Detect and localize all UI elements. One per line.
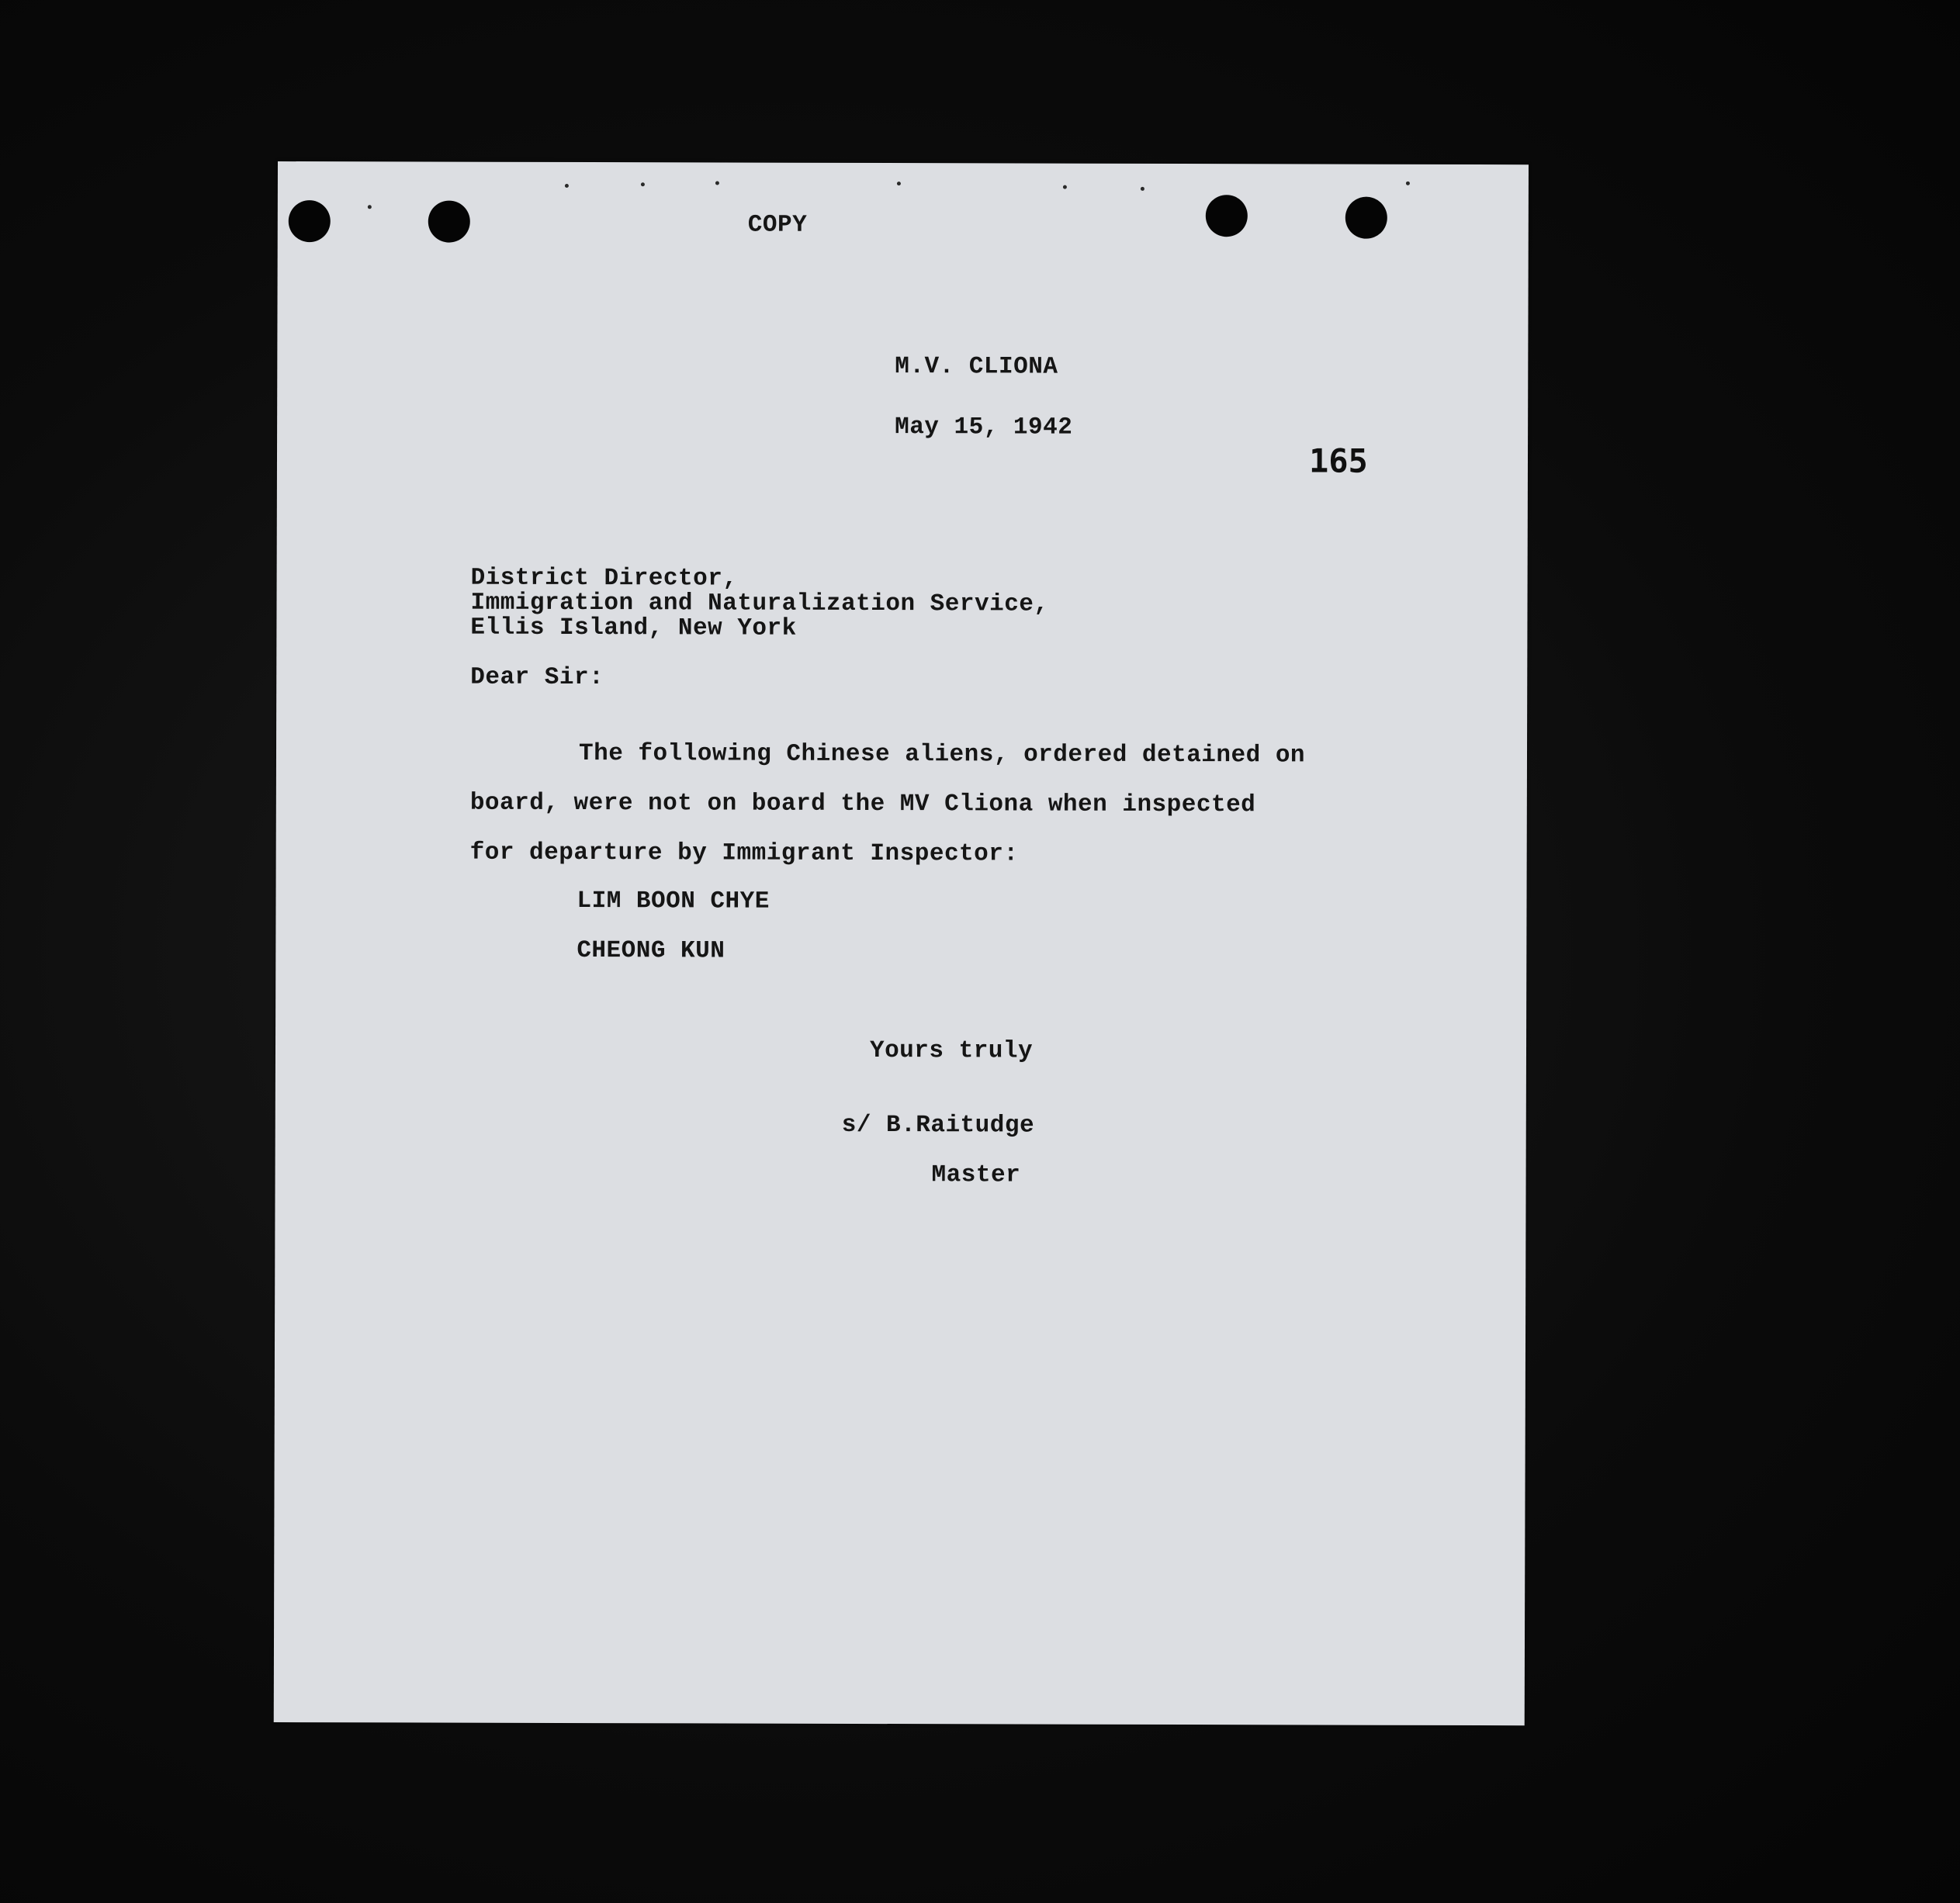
body-line-1: The following Chinese aliens, ordered detained on (578, 740, 1306, 770)
punch-hole-1 (289, 200, 331, 242)
address-line-3: Ellis Island, New York (470, 614, 797, 642)
punch-hole-3 (1206, 195, 1248, 237)
document-page (274, 161, 1529, 1725)
speck (641, 182, 645, 186)
copy-mark: COPY (747, 211, 808, 239)
speck (1406, 182, 1410, 185)
page-number: 165 (1308, 441, 1368, 480)
salutation: Dear Sir: (470, 663, 604, 692)
address-line-1: District Director, (470, 564, 738, 593)
valediction: Yours truly (869, 1037, 1034, 1065)
speck (897, 182, 901, 185)
address-line-2: Immigration and Naturalization Service, (470, 589, 1049, 618)
punch-hole-2 (428, 201, 470, 243)
speck (1063, 185, 1067, 189)
signer-title: Master (931, 1161, 1021, 1189)
alien-name-1: LIM BOON CHYE (577, 887, 770, 915)
alien-name-2: CHEONG KUN (577, 937, 725, 965)
body-line-3: for departure by Immigrant Inspector: (469, 839, 1019, 868)
punch-hole-4 (1345, 197, 1387, 239)
speck (368, 205, 372, 209)
signature: s/ B.Raitudge (841, 1111, 1035, 1140)
letter-date: May 15, 1942 (895, 413, 1073, 441)
speck (715, 181, 719, 185)
speck (1141, 187, 1144, 191)
body-line-2: board, were not on board the MV Cliona when inspected (469, 789, 1256, 819)
ship-name: M.V. CLIONA (895, 353, 1058, 381)
speck (565, 184, 569, 188)
